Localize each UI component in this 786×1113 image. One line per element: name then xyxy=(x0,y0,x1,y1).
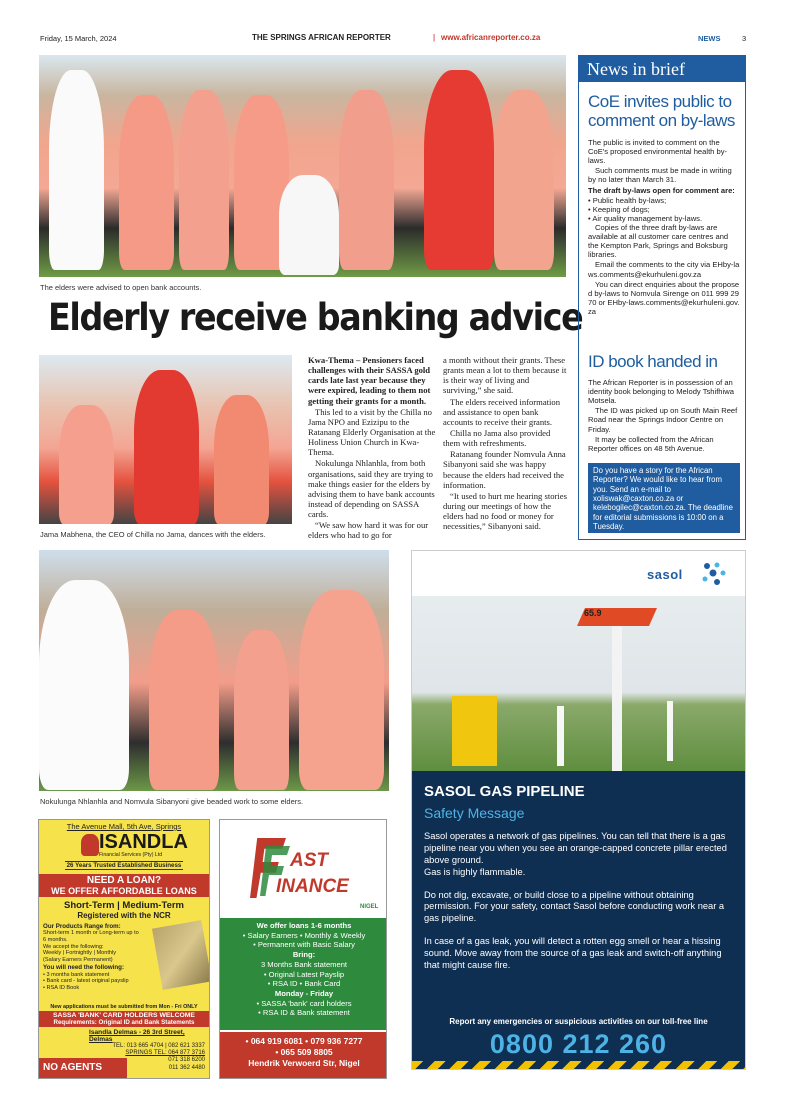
story-paragraph: The draft by-laws open for comment are: xyxy=(588,185,735,195)
bring-line: • Bank card - latest original payslip xyxy=(43,978,129,985)
info-line: • RSA ID & Bank statement xyxy=(258,1008,350,1018)
hazard-stripe xyxy=(412,1061,745,1069)
isandla-ncr: Registered with the NCR xyxy=(77,911,171,920)
news-in-brief-box xyxy=(578,55,746,540)
isandla-sassa: SASSA 'BANK' CARD HOLDERS WELCOME xyxy=(39,1011,209,1019)
sasol-body xyxy=(424,831,736,972)
person-figure xyxy=(494,90,554,270)
fast-finance-logo xyxy=(220,828,387,918)
range-line: Weekly | Fortnightly | Monthly xyxy=(43,950,117,957)
phone-line[interactable]: • 064 919 6081 • 079 936 7277 xyxy=(245,1036,363,1046)
article-headline: Elderly receive banking advice xyxy=(48,296,583,339)
person-figure xyxy=(214,395,269,524)
person-figure xyxy=(49,70,104,270)
logo-nigel: NIGEL xyxy=(360,904,379,910)
sasol-message-panel xyxy=(412,771,745,1069)
info-line: We offer loans 1-6 months xyxy=(256,921,352,930)
isandla-branch: Isandla Delmas - 26 3rd Street, Delmas xyxy=(89,1029,185,1043)
mid-photo xyxy=(39,355,292,524)
info-line: • Original Latest Payslip xyxy=(263,969,345,979)
story-paragraph: Email the comments to the city via EHby-laws.comments@ekurhuleni.gov.za xyxy=(588,260,740,279)
sasol-title: SASOL GAS PIPELINE xyxy=(424,783,585,800)
article-lede: Kwa-Thema – Pensioners faced challenges with their SASSA gold cards late last year because they were expired, leading to them not getting their grants for a month. xyxy=(308,355,431,406)
sasol-subtitle: Safety Message xyxy=(424,805,525,821)
story-headline: ID book handed in xyxy=(588,352,718,371)
bullet-item: • Keeping of dogs; xyxy=(588,204,650,214)
article-paragraph: Ratanang founder Nomvula Anna Sibanyoni said she was happy because the elders had received the information. xyxy=(443,449,566,490)
sasol-report-line: Report any emergencies or suspicious activities on our toll-free line xyxy=(449,1017,708,1026)
isandla-sub: Financial Services (Pty) Ltd xyxy=(99,852,163,858)
article-paragraph: This led to a visit by the Chilla no Jama NPO and Ezizipu to the Ratanang Elderly Organisation at the Holiness Union Church in Kwa-Thema. xyxy=(308,406,436,458)
sasol-ad xyxy=(411,550,746,1070)
address-line: Hendrik Verwoerd Str, Nigel xyxy=(248,1058,360,1069)
masthead-separator: | xyxy=(433,33,436,42)
info-line: 3 Months Bank statement xyxy=(260,959,348,969)
isandla-need-loan: NEED A LOAN? xyxy=(39,874,209,886)
story-paragraph: The African Reporter is in possession of an identity book belonging to Melody Tshifhiwa Motsela. xyxy=(588,378,734,406)
marker-post xyxy=(667,701,673,761)
site-url[interactable]: www.africanreporter.co.za xyxy=(441,33,541,42)
section-label: NEWS xyxy=(698,34,721,43)
info-line: Bring: xyxy=(292,950,316,960)
pipeline-photo xyxy=(412,596,745,771)
bring-title: You will need the following: xyxy=(43,964,125,972)
article-paragraph: Chilla no Jama also provided them with refreshments. xyxy=(443,427,551,449)
marker-number: 65.9 xyxy=(584,608,602,618)
masthead: THE SPRINGS AFRICAN REPORTER xyxy=(252,33,391,42)
sasol-paragraph: Do not dig, excavate, or build close to a pipeline without obtaining permission. For your safety, contact Sasol before conducting work near a gas pipeline. xyxy=(424,889,725,924)
person-figure xyxy=(59,405,114,524)
story-paragraph: Copies of the three draft by-laws are available at all customer care centres and the Kempton Park, Springs and Boksburg libraries. xyxy=(588,222,729,260)
story-paragraph: Such comments must be made in writing by no later than March 31. xyxy=(588,166,732,185)
bullet-item: • Air quality management by-laws. xyxy=(588,213,703,223)
isandla-details xyxy=(39,920,209,1004)
article-column-1 xyxy=(308,355,436,542)
sasol-paragraph: Gas is highly flammable. xyxy=(424,866,526,877)
sasol-logo-icon xyxy=(699,561,729,587)
isandla-term: Short-Term | Medium-Term xyxy=(63,900,184,911)
page-number: 3 xyxy=(742,34,747,43)
mid-photo-caption: Jama Mabhena, the CEO of Chilla no Jama, dances with the elders. xyxy=(40,530,266,539)
range-line: We accept the following: xyxy=(43,943,104,950)
sasol-logo xyxy=(647,559,742,589)
article-paragraph: “It used to hurt me hearing stories during our meetings of how the elders had no food or money for necessities,” Sibanyoni said. xyxy=(443,490,567,532)
hand-logo-icon xyxy=(81,834,99,856)
story-paragraph: It may be collected from the African Reporter offices on 48 5th Avenue. xyxy=(588,434,714,453)
person-figure xyxy=(339,90,394,270)
top-photo-caption: The elders were advised to open bank accounts. xyxy=(40,283,202,292)
fast-finance-info xyxy=(220,918,387,1030)
range-line: (Salary Earners Permanent) xyxy=(43,956,113,963)
person-figure xyxy=(39,580,129,790)
isandla-years: 26 Years Trusted Established Business xyxy=(66,862,182,869)
logo-text-inance: INANCE xyxy=(276,876,349,897)
article-paragraph: a month without their grants. These grants mean a lot to them because it is their way of living and surviving,” she said. xyxy=(443,355,567,396)
isandla-req: Requirements: Original ID and Bank Statements xyxy=(39,1019,209,1027)
contact-line[interactable]: SPRINGS TEL: 064 877 3716 xyxy=(125,1050,205,1057)
person-figure xyxy=(134,370,199,524)
info-line: • RSA ID • Bank Card xyxy=(267,979,341,989)
isandla-ad xyxy=(38,819,210,1079)
story-paragraph: You can direct enquiries about the proposed by-laws to Nomvula Sirenge on 011 999 2970 or EHby-laws.comments@ekurhuleni.gov.za xyxy=(588,279,740,316)
isandla-top-line: The Avenue Mall, 5th Ave, Springs xyxy=(66,822,182,831)
article-paragraph: Nokulunga Nhlanhla, from both organisations, said they are trying to make things easier for the elders by advising them to have bank accounts instead of depending on SASSA cards. xyxy=(308,458,435,520)
sasol-logo-text: sasol xyxy=(647,567,683,582)
news-in-brief-title: News in brief xyxy=(579,56,745,82)
bring-line: • RSA ID Book xyxy=(43,984,80,991)
info-line: • SASSA 'bank' card holders xyxy=(256,998,352,1008)
person-figure xyxy=(424,70,494,270)
range-line: Short-term 1 month or Long-term up to xyxy=(43,930,139,937)
sasol-phone[interactable]: 0800 212 260 xyxy=(489,1029,668,1059)
marker-pillar xyxy=(612,616,622,771)
yellow-box xyxy=(452,696,497,766)
phone-line[interactable]: • 065 509 8805 xyxy=(275,1047,333,1058)
isandla-submit: New applications must be submitted from Mon - Fri ONLY xyxy=(50,1004,198,1010)
person-figure xyxy=(234,630,289,790)
person-figure xyxy=(149,610,219,790)
top-photo xyxy=(39,55,566,277)
article-paragraph: The elders received information and assistance to open bank accounts to receive their grants. xyxy=(443,396,560,427)
bottom-photo-caption: Nokulunga Nhlanhla and Nomvula Sibanyoni give beaded work to some elders. xyxy=(40,797,304,806)
bring-line: • 3 months bank statement xyxy=(43,971,110,978)
article-paragraph: “We saw how hard it was for our elders who had to go for xyxy=(308,520,429,541)
issue-date: Friday, 15 March, 2024 xyxy=(40,34,117,43)
story-paragraph: The ID was picked up on South Main Reef Road near the Springs Indoor Centre on Friday. xyxy=(588,406,738,434)
contact-line[interactable]: 071 318 6200 xyxy=(168,1057,205,1064)
range-line: 6 months. xyxy=(43,936,68,943)
contact-line[interactable]: 011 362 4480 xyxy=(168,1064,205,1071)
sasol-paragraph: In case of a gas leak, you will detect a rotten egg smell or hear a hissing sound. Move away from the source of a gas leak and switch-off anything that might cause fire. xyxy=(424,936,722,971)
bullet-item: • Public health by-laws; xyxy=(588,195,667,205)
story-body xyxy=(588,138,740,317)
sasol-paragraph: Sasol operates a network of gas pipelines. You can tell that there is a gas pipeline near you when you see an orange-capped concrete pillar erected above ground. xyxy=(424,831,727,865)
isandla-logo: ISANDLA xyxy=(99,831,188,853)
story-headline: CoE invites public to comment on by-laws xyxy=(588,92,735,131)
info-line: • Salary Earners • Monthly & Weekly xyxy=(242,930,366,940)
story-callout: Do you have a story for the African Reporter? We would like to hear from you. Send an e-mail to xoliswak@caxton.co.za or kelebogilec@caxton.co.za. The deadline for editorial submissions is 10:00 on a Tuesday. xyxy=(588,463,740,533)
marker-post xyxy=(557,706,564,766)
money-image xyxy=(152,920,210,990)
person-figure xyxy=(179,90,229,270)
person-figure xyxy=(119,95,174,270)
person-figure xyxy=(299,590,384,790)
bottom-photo xyxy=(39,550,389,791)
range-title: Our Products Range from: xyxy=(43,923,121,930)
isandla-no-agents: NO AGENTS xyxy=(39,1058,127,1078)
isandla-range xyxy=(43,923,158,991)
contact-line[interactable]: TEL: 013 665 4704 | 082 621 3337 xyxy=(112,1043,205,1049)
isandla-offer: WE OFFER AFFORDABLE LOANS xyxy=(39,886,209,897)
info-line: • Permanent with Basic Salary xyxy=(253,940,355,950)
fast-finance-ad xyxy=(219,819,387,1079)
story-paragraph: The public is invited to comment on the CoE's proposed environmental health by-laws. xyxy=(588,138,728,166)
logo-text-ast: AST xyxy=(290,850,328,871)
article-column-2 xyxy=(443,355,567,532)
page-header xyxy=(40,34,746,46)
story-body xyxy=(588,378,740,454)
fast-finance-contact xyxy=(220,1032,387,1079)
person-figure xyxy=(279,175,339,275)
info-line: Monday - Friday xyxy=(274,989,334,999)
